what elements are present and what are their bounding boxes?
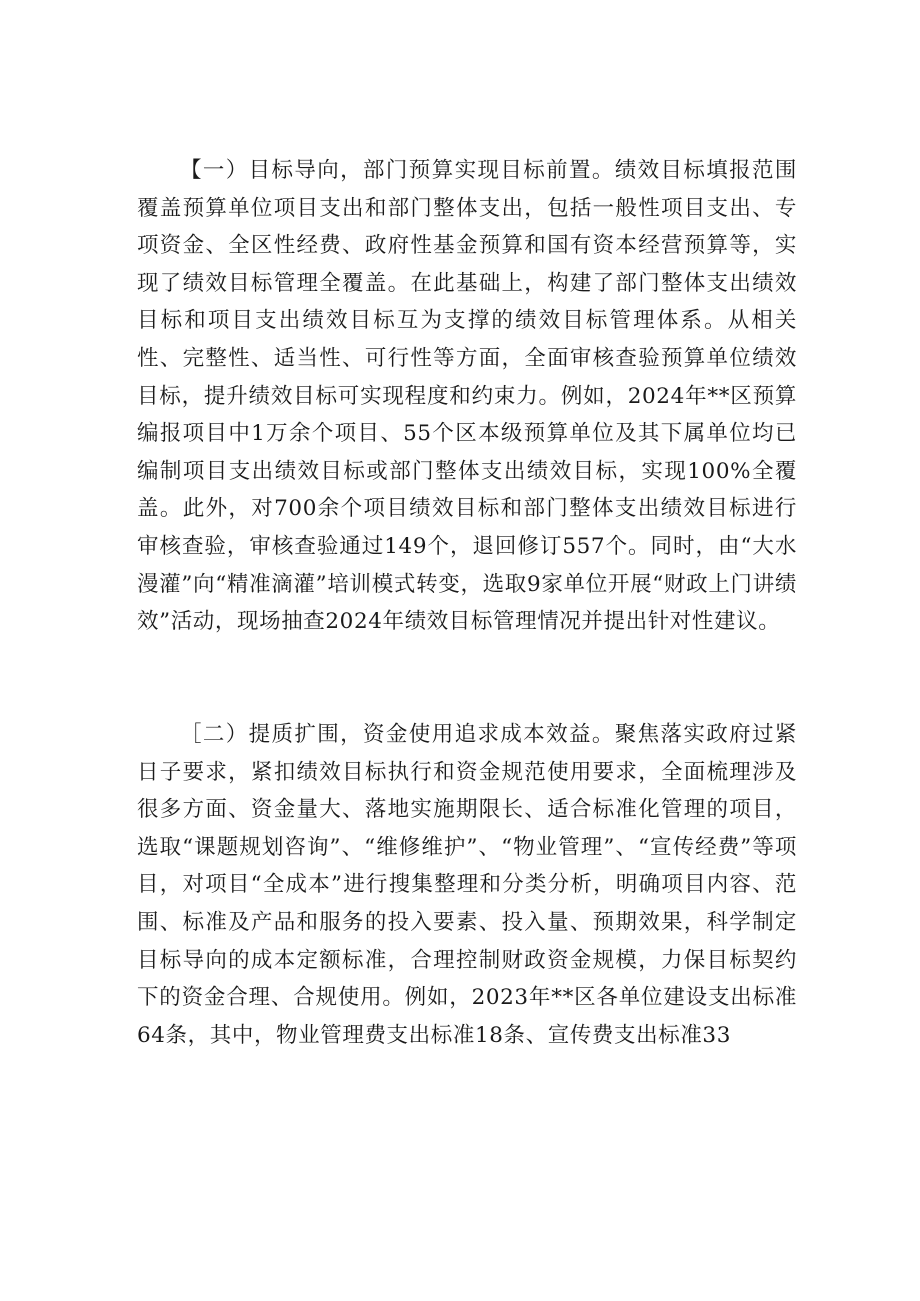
paragraph-goal-orientation: 【一）目标导向，部门预算实现目标前置。绩效目标填报范围覆盖预算单位项目支出和部门整体支出，包括一般性项目支出、专项资金、全区性经费、政府性基金预算和国有资本经营预算等，实现了绩效目标管理全覆盖。在此基础上，构建了部门整体支出绩效目标和项目支出绩效目标互为支撑的绩效目标管理体系。从相关性、完整性、适当性、可行性等方面，全面审核查验预算单位绩效目标，提升绩效目标可实现程度和约束力。例如，2024年**区预算编报项目中1万余个项目、55个区本级预算单位及其下属单位均已编制项目支出绩效目标或部门整体支出绩效目标，实现100%全覆盖。此外，对700余个项目绩效目标和部门整体支出绩效目标进行审核查验，审核查验通过149个，退回修订557个。同时，由“大水漫灌”向“精准滴灌”培训模式转变，选取9家单位开展“财政上门讲绩效”活动，现场抽查2024年绩效目标管理情况并提出针对性建议。 — [137, 158, 797, 635]
paragraph-quality-expansion: ［二）提质扩围，资金使用追求成本效益。聚焦落实政府过紧日子要求，紧扣绩效目标执行和资金规范使用要求，全面梳理涉及很多方面、资金量大、落地实施期限长、适合标准化管理的项目，选取“课题规划咨询”、“维修维护”、“物业管理”、“宣传经费”等项目，对项目“全成本”进行搜集整理和分类分析，明确项目内容、范围、标准及产品和服务的投入要素、投入量、预期效果，科学制定目标导向的成本定额标准，合理控制财政资金规模，力保目标契约下的资金合理、合规使用。例如，2023年**区各单位建设支出标准64条，其中，物业管理费支出标准18条、宣传费支出标准33 — [137, 722, 797, 1048]
